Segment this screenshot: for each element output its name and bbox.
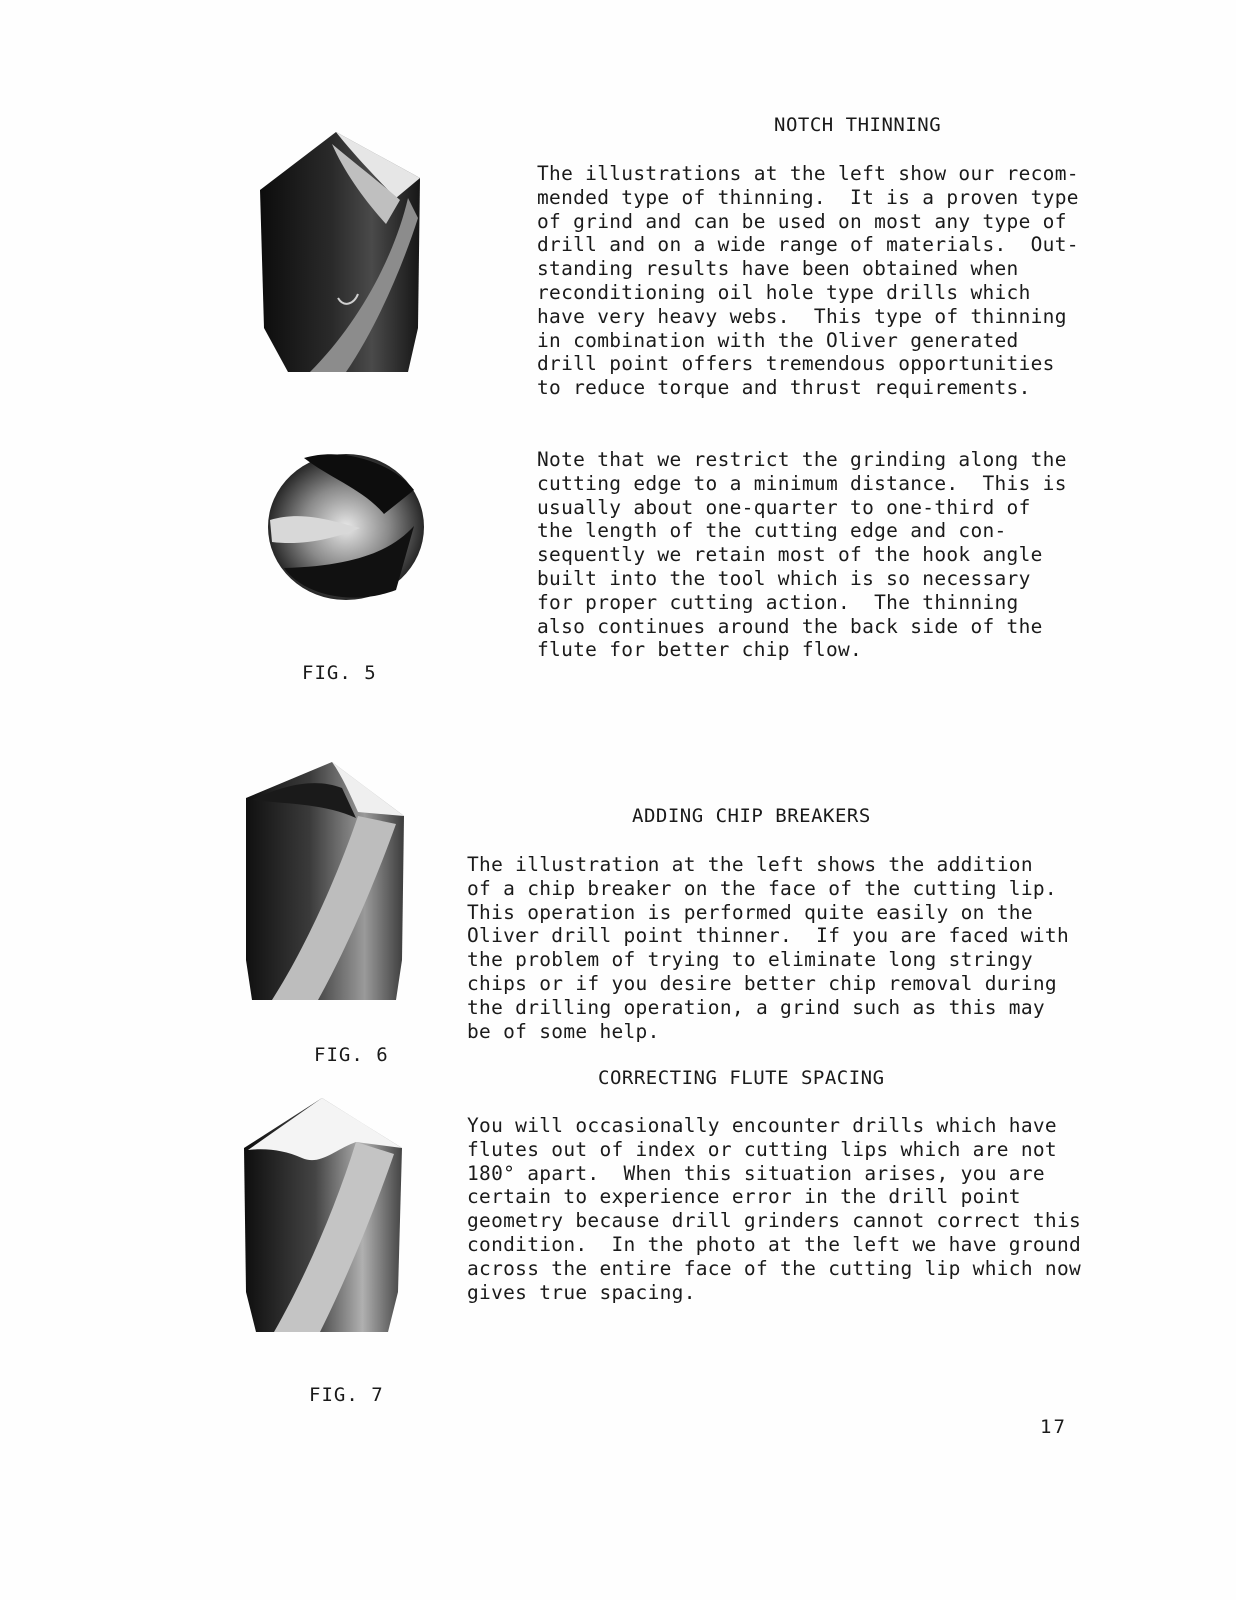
heading-flute-spacing: CORRECTING FLUTE SPACING xyxy=(598,1067,885,1089)
figure-label-7: FIG. 7 xyxy=(309,1384,384,1406)
heading-chip-breakers: ADDING CHIP BREAKERS xyxy=(632,805,871,827)
paragraph-notch-thinning-2: Note that we restrict the grinding along the cutting edge to a minimum distance. This is usually about one-quarter to one-third of the length of the cutting edge and con- sequently we retain most of the hook angle built into the tool which is so necessary for proper cutting action. The thinning also continues around the back side of the flute for better chip flow. xyxy=(537,448,1067,662)
drill-photo-notch-thinning-end xyxy=(264,450,428,604)
paragraph-chip-breakers: The illustration at the left shows the addition of a chip breaker on the face of the cutting lip. This operation is performed quite easily on the Oliver drill point thinner. If you are faced with the problem of trying to eliminate long stringy chips or if you desire better chip removal during the drilling operation, a grind such as this may be of some help. xyxy=(467,853,1069,1043)
drill-photo-notch-thinning-side xyxy=(258,128,424,373)
paragraph-flute-spacing: You will occasionally encounter drills which have flutes out of index or cutting lips which are not 180° apart. When this situation arises, you are certain to experience error in the drill point geometry because drill grinders cannot correct this condition. In the photo at the left we have ground across the entire face of the cutting lip which now gives true spacing. xyxy=(467,1114,1082,1304)
figure-label-6: FIG. 6 xyxy=(314,1044,389,1066)
drill-photo-chip-breaker xyxy=(246,760,406,1000)
paragraph-notch-thinning-1: The illustrations at the left show our recom- mended type of thinning. It is a proven type of grind and can be used on most any type of drill and on a wide range of materials. Out- standing results have been obtained when reconditioning oil hole type drills which have very heavy webs. This type of thinning in combination with the Oliver generated drill point offers tremendous opportunities to reduce torque and thrust requirements. xyxy=(537,162,1079,400)
drill-photo-flute-spacing xyxy=(244,1096,404,1332)
page-number: 17 xyxy=(1040,1416,1067,1438)
figure-label-5: FIG. 5 xyxy=(302,662,377,684)
heading-notch-thinning: NOTCH THINNING xyxy=(774,114,942,136)
